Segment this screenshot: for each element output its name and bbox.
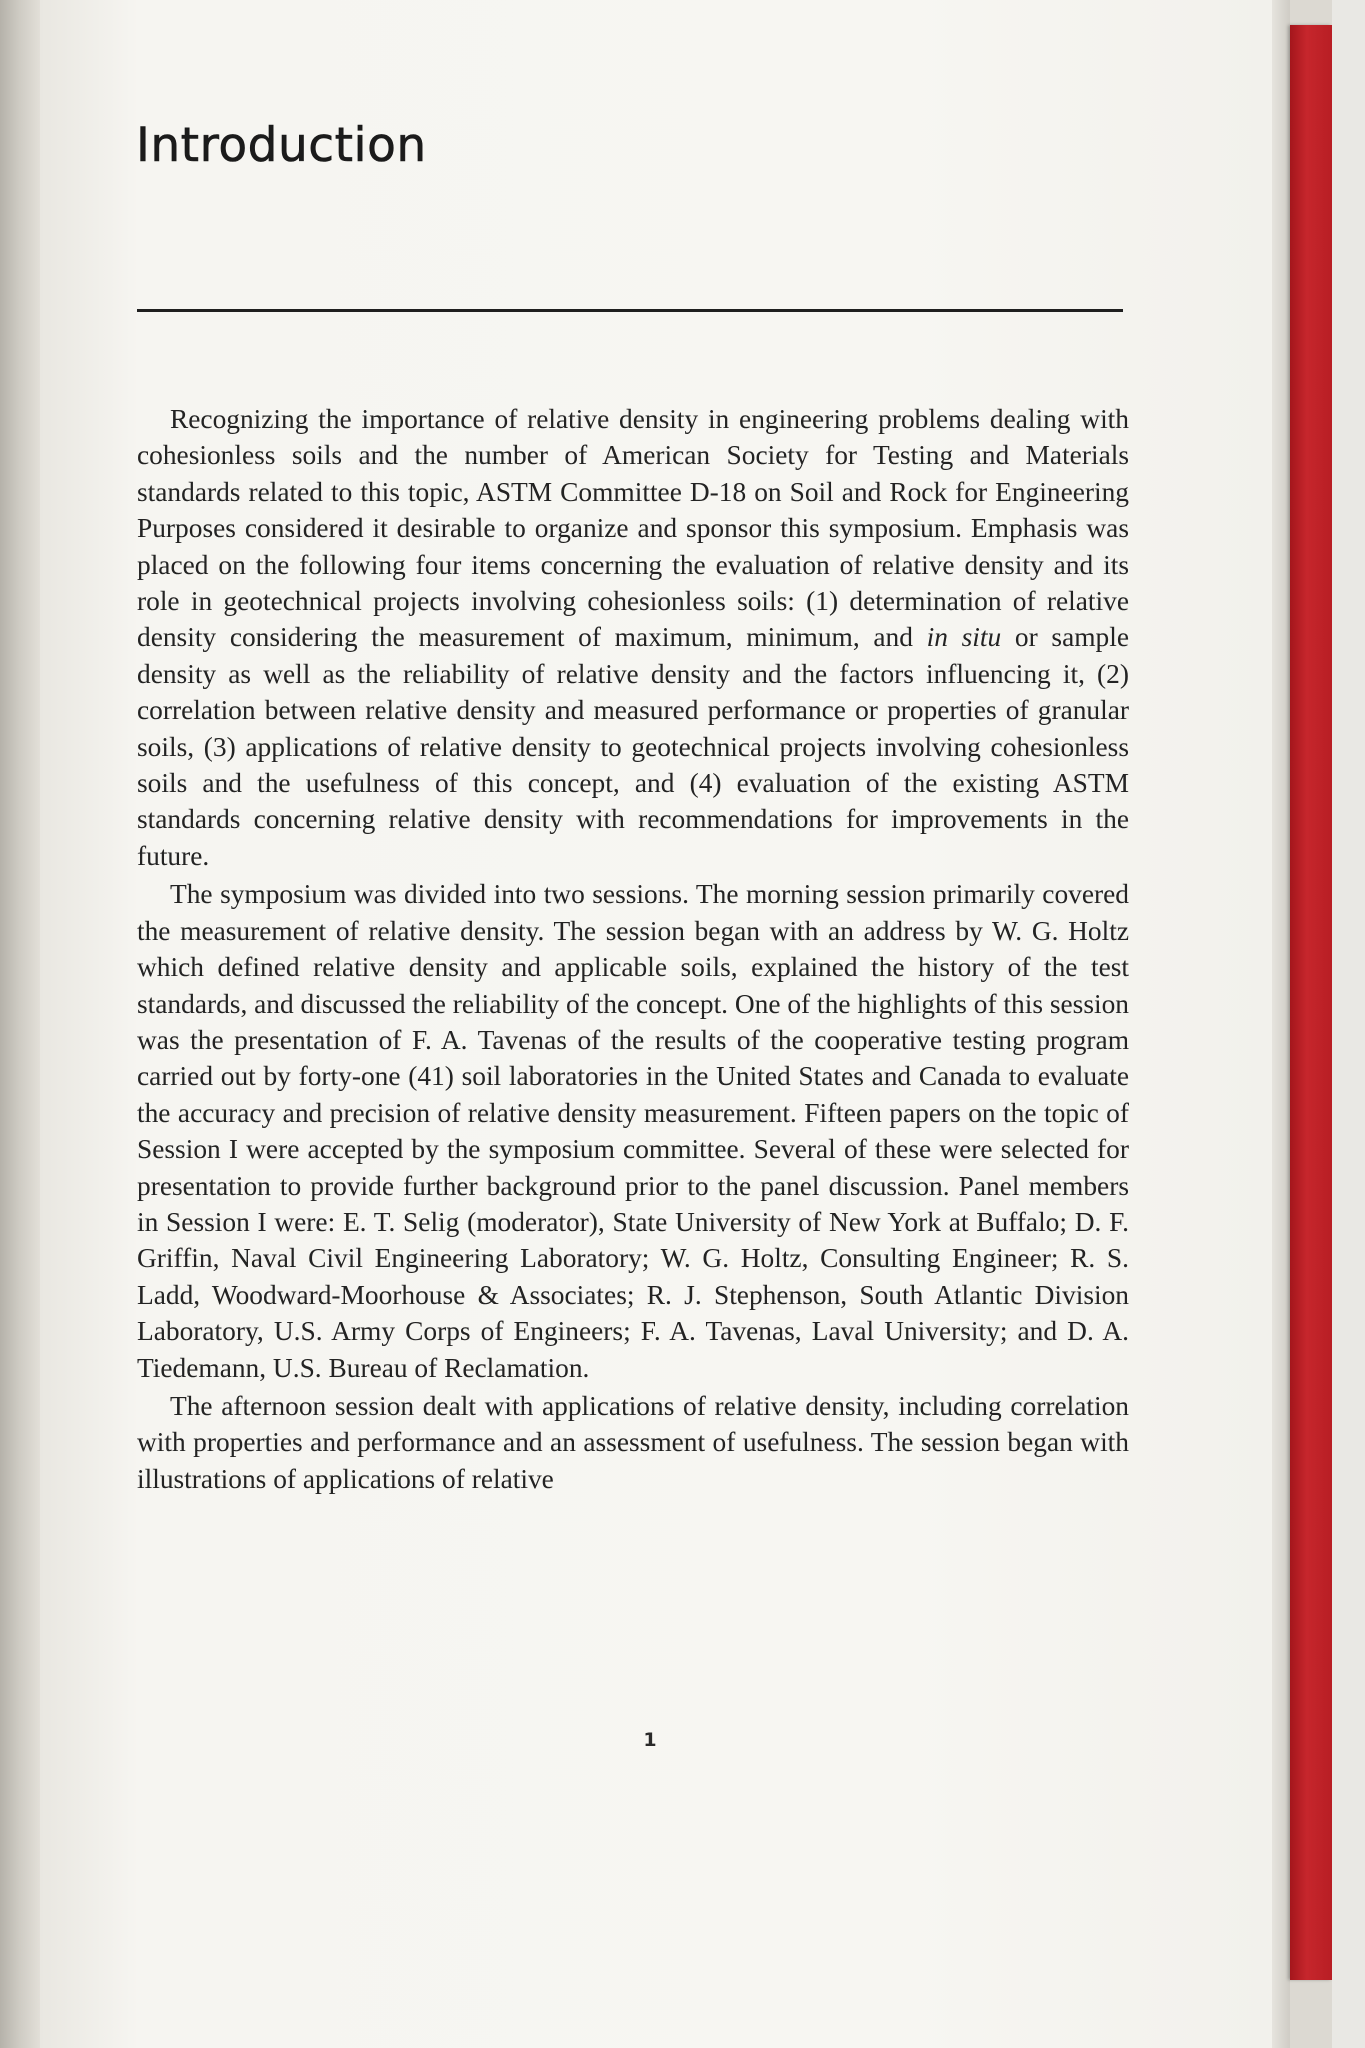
page-block-edge [1272,0,1290,2048]
background-surface [1332,0,1365,2048]
paragraph-1 [137,401,1129,874]
paragraph-2: The symposium was divided into two sessions. The morning session primarily covered the measurement of relative density. The session began with an address by W. G. Holtz which defined relative density and applicable soils, explained the history of the test standards, and discussed the reliability of the concept. One of the highlights of this session was the presentation of F. A. Tavenas of the results of the cooperative testing program carried out by forty-one (41) soil laboratories in the United States and Canada to evaluate the accuracy and precision of relative density measurement. Fifteen papers on the topic of Session I were accepted by the symposium committee. Several of these were selected for presentation to provide further background prior to the panel discussion. Panel members in Session I were: E. T. Selig (moderator), State University of New York at Buffalo; D. F. Griffin, Naval Civil Engineering Laboratory; W. G. Holtz, Consulting Engineer; R. S. Ladd, Woodward-Moorhouse & Associates; R. J. Stephenson, South Atlantic Division Laboratory, U.S. Army Corps of Engineers; F. A. Tavenas, Laval University; and D. A. Tiedemann, U.S. Bureau of Reclamation. [137,879,1129,1383]
paragraph-1-italic: in situ [926,622,1002,653]
page-number: 1 [643,1729,657,1751]
paragraph-1-part-2: or sample density as well as the reliability of relative density and the factors influencing it, (2) correlation between relative density and measured performance or properties of granular soils, (3) applications of relative density to geotechnical projects involving cohesionless soils and the usefulness of this concept, and (4) evaluation of the existing ASTM standards concerning relative density with recommendations for improvements in the future. [137,622,1130,871]
page-gutter-shadow [0,0,40,2048]
title-rule [137,309,1123,312]
paragraph-1-part-1: Recognizing the importance of relative density in engineering problems dealing with cohesionless soils and the number of American Society for Testing and Materials standards related to this topic, ASTM Committee D-18 on Soil and Rock for Engineering Purposes considered it desirable to organize and sponsor this symposium. Emphasis was placed on the following four items concerning the evaluation of relative density and its role in geotechnical projects involving cohesionless soils: (1) determination of relative density considering the measurement of maximum, minimum, and [137,404,1129,653]
red-book-cover [1290,25,1332,1980]
paragraph-3: The afternoon session dealt with applications of relative density, including correlation with properties and performance and an assessment of usefulness. The session began with illustrations of applications of relative [137,1390,1129,1494]
body-text [137,401,1129,1499]
page-title: Introduction [136,118,427,173]
